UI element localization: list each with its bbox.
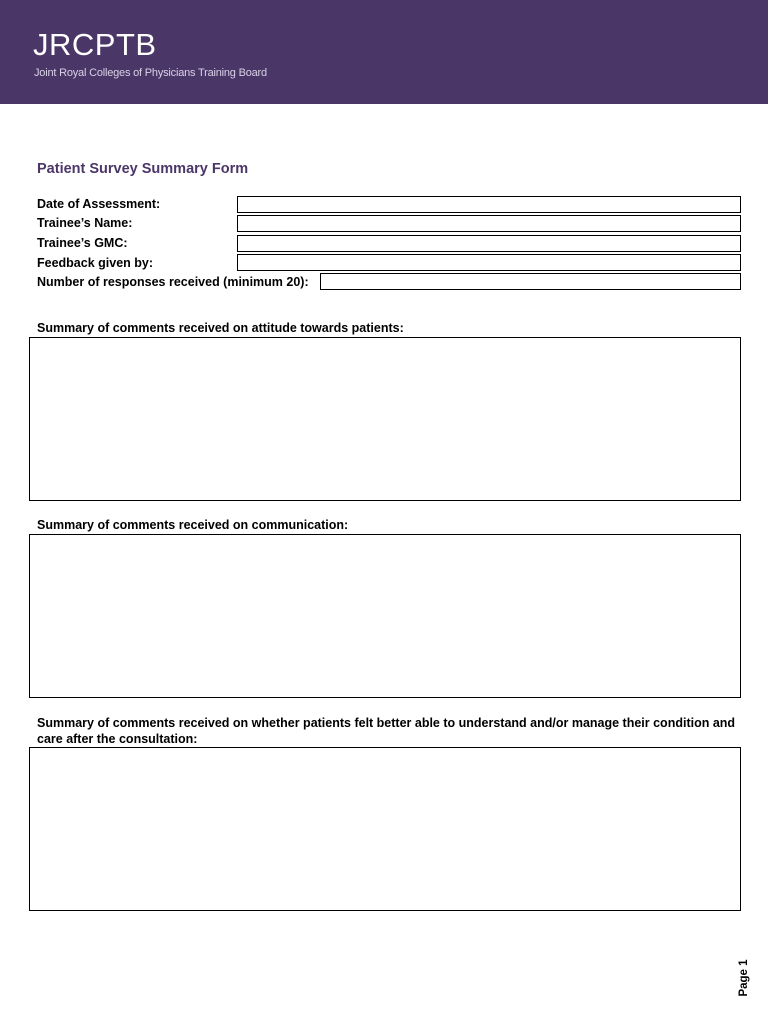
attitude-section-label: Summary of comments received on attitude towards patients: (37, 321, 404, 335)
feedback-given-by-label: Feedback given by: (37, 256, 154, 270)
trainee-name-field[interactable] (237, 215, 741, 232)
understanding-section-label: Summary of comments received on whether patients felt better able to understand and/or manage their condition and care after the consultation: (37, 716, 736, 746)
date-of-assessment-field[interactable] (237, 196, 741, 213)
feedback-given-by-field[interactable] (237, 254, 741, 271)
trainee-gmc-label: Trainee’s GMC: (37, 236, 128, 250)
form-title: Patient Survey Summary Form (37, 161, 249, 177)
number-of-responses-field[interactable] (320, 273, 741, 290)
header-banner (0, 0, 768, 104)
trainee-gmc-field[interactable] (237, 235, 741, 252)
attitude-comments-box[interactable] (29, 337, 741, 501)
page-number-text: Page 1 (738, 959, 750, 997)
communication-comments-box[interactable] (29, 534, 741, 698)
communication-section-label: Summary of comments received on communication: (37, 518, 349, 532)
trainee-name-label: Trainee’s Name: (37, 216, 133, 230)
understanding-comments-box[interactable] (29, 747, 741, 911)
date-of-assessment-label: Date of Assessment: (37, 197, 161, 211)
number-of-responses-label: Number of responses received (minimum 20): (37, 275, 309, 289)
logo-subtitle: Joint Royal Colleges of Physicians Training Board (34, 67, 267, 79)
jrcptb-logo: JRCPTB (33, 27, 157, 62)
page-number (736, 958, 752, 998)
